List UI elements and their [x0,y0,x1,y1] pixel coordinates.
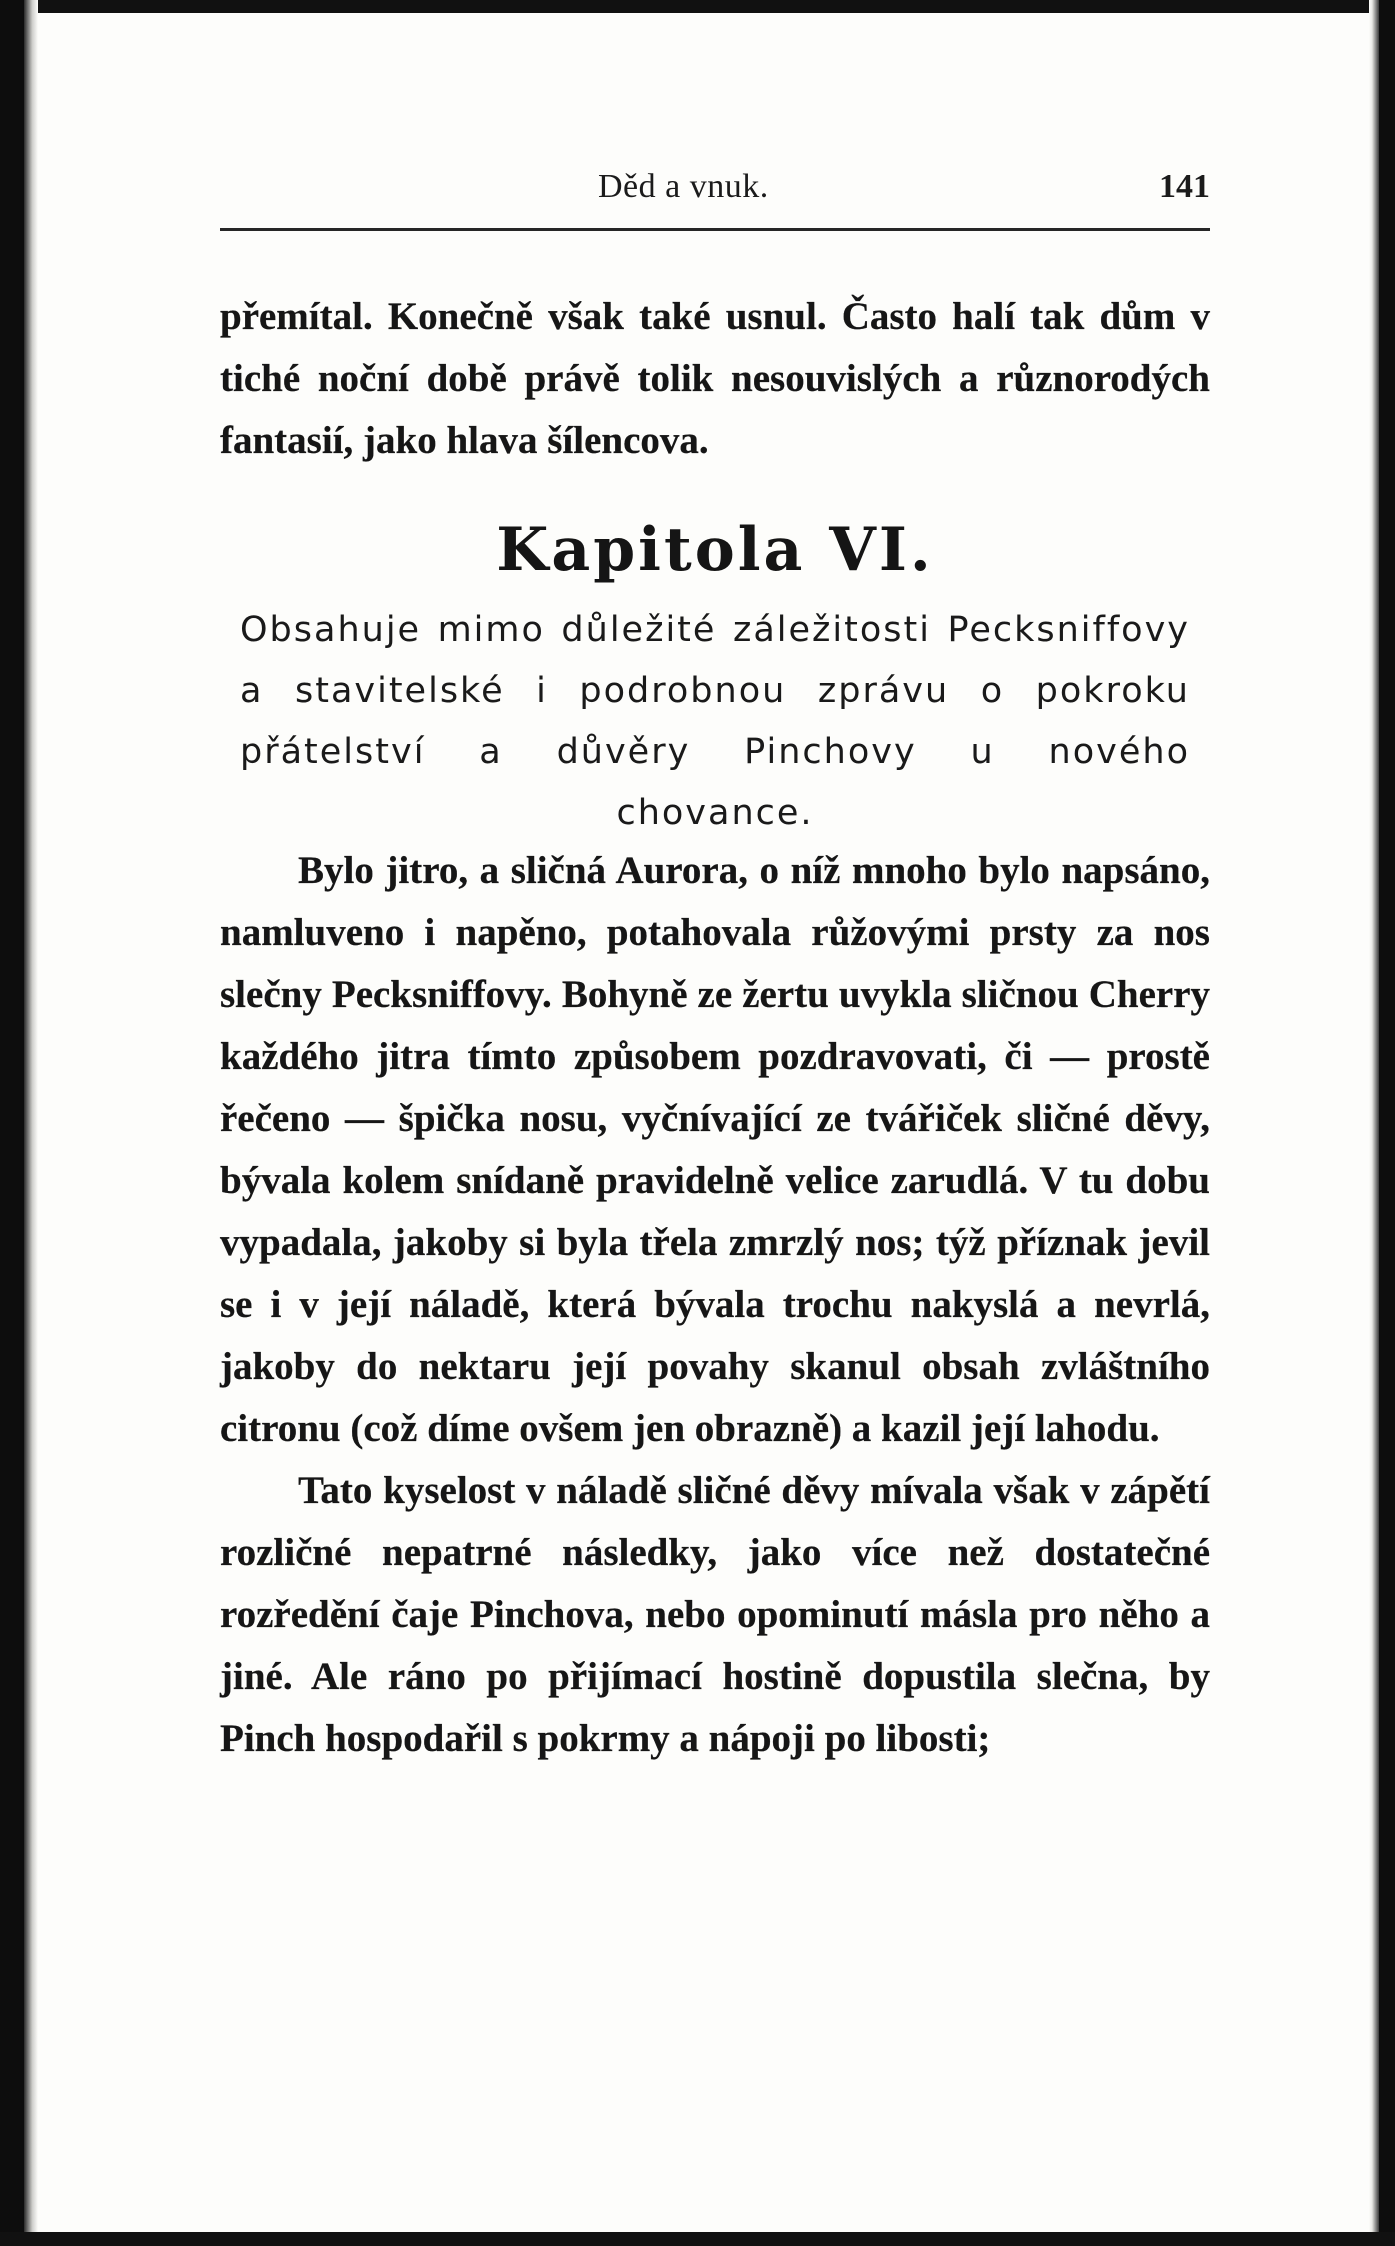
chapter-title: Kapitola VI. [496,515,934,585]
page-edge-shadow [1369,0,1379,2246]
paragraph: Bylo jitro, a sličná Aurora, o níž mnoho bylo napsáno, namluveno i napěno, potahovala růžovými prsty za nos slečny Pecksniffovy. Bohyně ze žertu uvykla sličnou Cherry každého jitra tímto způsobem pozdravovati, či — prostě řečeno — špička nosu, vyčnívající ze tvářiček sličné děvy, bývala kolem snídaně pravidelně velice zarudlá. V tu dobu vypadala, jakoby si byla třela zmrzlý nos; týž příznak jevil se i v její náladě, která bývala trochu nakyslá a nevrlá, jakoby do nektaru její povahy skanul obsah zvláštního citronu (což díme ovšem jen obrazně) a kazil její lahodu. [220,849,1210,1450]
page-gutter-shadow [24,0,38,2246]
page-number: 141 [1159,168,1210,205]
continuation-paragraph: přemítal. Konečně však také usnul. Často halí tak dům v tiché noční době právě tolik nesouvislých a různorodých fantasií, jako hlava šílencova. [220,295,1210,462]
running-title: Děd a vnuk. [598,168,769,205]
paragraph: Tato kyselost v náladě sličné děvy mívala však v zápětí rozličné nepatrné následky, jako více než dostatečné rozředění čaje Pinchova, nebo opominutí másla pro něho a jiné. Ale ráno po přijímací hostině dopustila slečna, by Pinch hospodařil s pokrmy a nápoji po libosti; [220,1469,1210,1760]
scan-border-left [0,0,24,2246]
scan-border-bottom [0,2232,1395,2246]
header-rule [220,228,1210,231]
chapter-synopsis: Obsahuje mimo důležité záležitosti Pecksniffovy a stavitelské i podrobnou zprávu o pokroku přátelství a důvěry Pinchovy u nového chovance. [240,610,1190,833]
chapter-body [220,840,1210,1770]
scan-border-right [1379,0,1395,2246]
scan-border-top [0,0,1395,13]
page-header [220,168,1210,218]
